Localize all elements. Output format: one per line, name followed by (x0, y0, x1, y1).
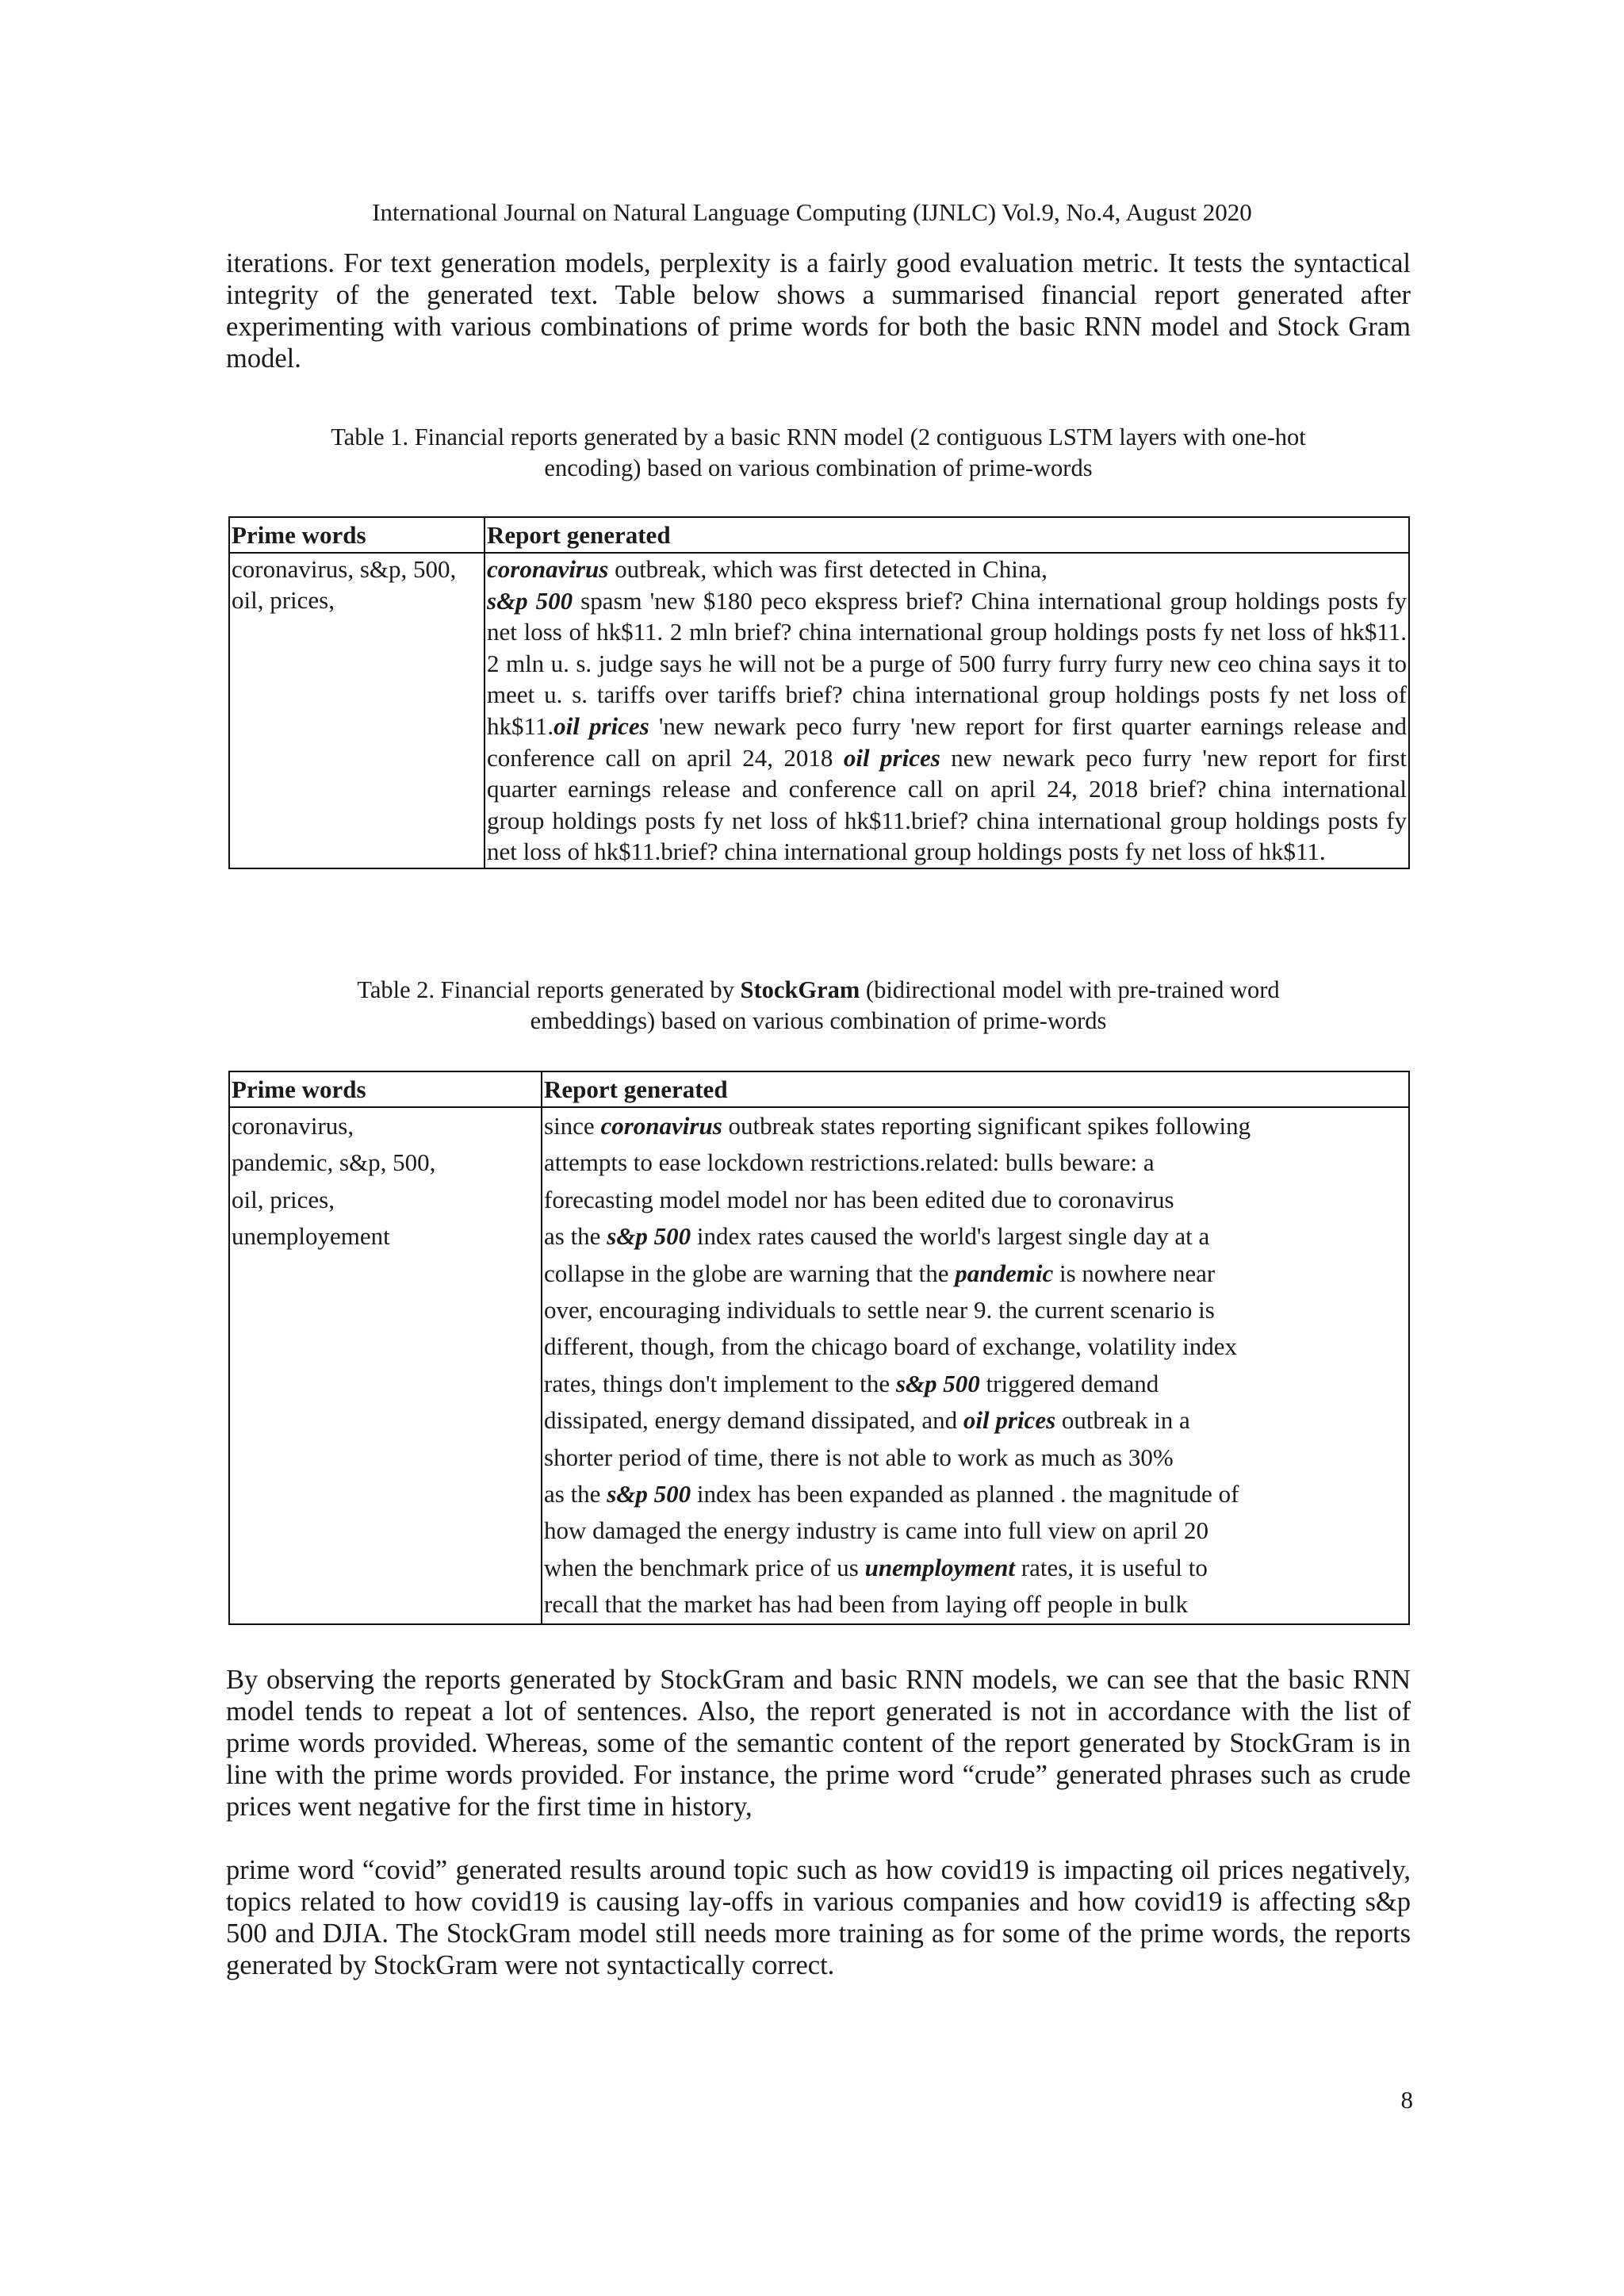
intro-paragraph: iterations. For text generation models, perplexity is a fairly good evaluation metric. It tests the syntactical integrity of the generated text. Table below shows a summarised financial report generated after experimenting with various combinations of prime words for both the basic RNN model and Stock Gram model. (226, 248, 1411, 374)
table2-prime-line: unemployement (232, 1222, 390, 1251)
table2-report-line (544, 1550, 1407, 1586)
report-text: recall that the market has had been from laying off people in bulk (544, 1590, 1189, 1619)
table1-col-prime: Prime words (229, 517, 485, 553)
report-text: index has been expanded as planned . the magnitude of (691, 1480, 1239, 1508)
table1-prime-words: coronavirus, s&p, 500, oil, prices, (229, 553, 485, 868)
report-text: 'new newark peco furry 'new report for first quarter earnings release and conference call on april 24, 2018 (487, 711, 1407, 772)
table2-report (542, 1107, 1409, 1624)
report-text: collapse in the globe are warning that the (544, 1259, 956, 1287)
table1-caption-line1: Table 1. Financial reports generated by a basic RNN model (2 contiguous LSTM layers with one-hot (331, 424, 1306, 450)
report-text: as the (544, 1480, 607, 1508)
table1-header-row (229, 517, 1409, 553)
journal-header: International Journal on Natural Language Computing (IJNLC) Vol.9, No.4, August 2020 (372, 198, 1252, 226)
table2-report-line (544, 1512, 1407, 1549)
table2-header-row (229, 1071, 1409, 1107)
covid-text: prime word “covid” generated results around topic such as how covid19 is impacting oil prices negatively, topics related to how covid19 is causing lay-offs in various companies and how covid19 is affecting s&p 500 and DJIA. The StockGram model still needs more training as for some of the prime words, the reports generated by StockGram were not syntactically correct. (226, 1855, 1411, 1980)
table2-row (229, 1107, 1409, 1624)
report-text: is nowhere near (1053, 1259, 1216, 1287)
report-text: how damaged the energy industry is came into full view on april 20 (544, 1516, 1208, 1545)
report-text: forecasting model model nor has been edited due to coronavirus (544, 1185, 1174, 1213)
table2-report-line (544, 1218, 1407, 1255)
report-text: over, encouraging individuals to settle near 9. the current scenario is (544, 1296, 1215, 1324)
table1-row (229, 553, 1409, 868)
table2-caption-line2: embeddings) based on various combination of prime-words (530, 1007, 1107, 1034)
report-text: index rates caused the world's largest single day at a (691, 1222, 1210, 1251)
report-text: triggered demand (979, 1369, 1159, 1397)
caption-text: Table 2. Financial reports generated by (357, 976, 741, 1003)
table2-prime-line: coronavirus, (232, 1112, 354, 1140)
report-text: spasm 'new $180 peco ekspress brief? China international group holdings posts fy net loss of hk$11. 2 mln brief? china international group holdings posts fy net loss of hk$11. 2 mln u. s. judge says he will not be a purge of 500 furry furry furry new ceo china says it to meet u. s. tariffs over tariffs brief? china international group holdings posts fy net loss of hk$11. (487, 586, 1407, 740)
observation-text: By observing the reports generated by StockGram and basic RNN models, we can see that the basic RNN model tends to repeat a lot of sentences. Also, the report generated is not in accordance with the list of prime words provided. Whereas, some of the semantic content of the report generated by StockGram is in line with the prime words provided. For instance, the prime word “crude” generated phrases such as crude prices went negative for the first time in history, (226, 1665, 1411, 1822)
report-text: as the (544, 1222, 607, 1251)
keyword: oil prices (963, 1406, 1056, 1435)
table2-caption-line1 (226, 975, 1411, 1006)
table2-report-line (544, 1292, 1407, 1328)
table2-prime-line: pandemic, s&p, 500, (232, 1148, 436, 1177)
table2-report-line (544, 1328, 1407, 1365)
report-text: rates, things don't implement to the (544, 1369, 896, 1397)
table1-report (485, 553, 1409, 868)
keyword: oil prices (843, 743, 940, 772)
keyword: coronavirus (487, 555, 609, 583)
report-text: outbreak in a (1055, 1406, 1190, 1435)
report-text: shorter period of time, there is not able to work as much as 30% (544, 1443, 1174, 1471)
report-text: new newark peco furry 'new report for first quarter earnings release and conference call on april 24, 2018 brief? china international group holdings posts fy net loss of hk$11.brief? china international group holdings posts fy net loss of hk$11.brief? china international group holdings posts fy net loss of hk$11. (487, 743, 1407, 866)
table2-report-line (544, 1586, 1407, 1623)
keyword: s&p 500 (607, 1480, 691, 1508)
table2-prime-words (229, 1107, 542, 1624)
observation-paragraph (226, 1664, 1411, 1981)
page-number: 8 (1400, 2086, 1413, 2114)
report-text: different, though, from the chicago board of exchange, volatility index (544, 1332, 1238, 1361)
report-text: rates, it is useful to (1015, 1553, 1208, 1581)
report-text: dissipated, energy demand dissipated, and (544, 1406, 963, 1435)
report-text: since (544, 1112, 601, 1140)
keyword: s&p 500 (607, 1222, 691, 1251)
keyword: pandemic (955, 1259, 1054, 1287)
table2-col-prime: Prime words (229, 1071, 542, 1107)
table1-caption-line2: encoding) based on various combination of prime-words (544, 454, 1093, 481)
table1-caption (226, 422, 1411, 484)
table2-report-line (544, 1255, 1407, 1292)
caption-text: (bidirectional model with pre-trained word (860, 976, 1280, 1003)
table2-report-line (544, 1144, 1407, 1181)
table2-report-line (544, 1366, 1407, 1402)
table2-report-line (544, 1439, 1407, 1476)
keyword: unemployment (864, 1553, 1016, 1581)
table2-report-line (544, 1402, 1407, 1439)
table2-report-line (544, 1108, 1407, 1144)
table2-caption (226, 975, 1411, 1037)
table2 (228, 1071, 1410, 1625)
report-text: outbreak states reporting significant spikes following (722, 1112, 1251, 1140)
keyword: oil prices (553, 711, 649, 740)
keyword: s&p 500 (895, 1369, 980, 1397)
table1-col-report: Report generated (485, 517, 1409, 553)
caption-model-name: StockGram (740, 976, 860, 1003)
table2-report-line (544, 1476, 1407, 1512)
report-text: when the benchmark price of us (544, 1553, 865, 1581)
table2-col-report: Report generated (542, 1071, 1409, 1107)
keyword: coronavirus (600, 1112, 722, 1140)
report-text: attempts to ease lockdown restrictions.related: bulls beware: a (544, 1148, 1155, 1177)
keyword: s&p 500 (487, 586, 573, 615)
report-text: outbreak, which was first detected in China, (608, 555, 1048, 583)
table1 (228, 516, 1410, 869)
table2-report-line (544, 1182, 1407, 1218)
table2-prime-line: oil, prices, (232, 1185, 335, 1213)
